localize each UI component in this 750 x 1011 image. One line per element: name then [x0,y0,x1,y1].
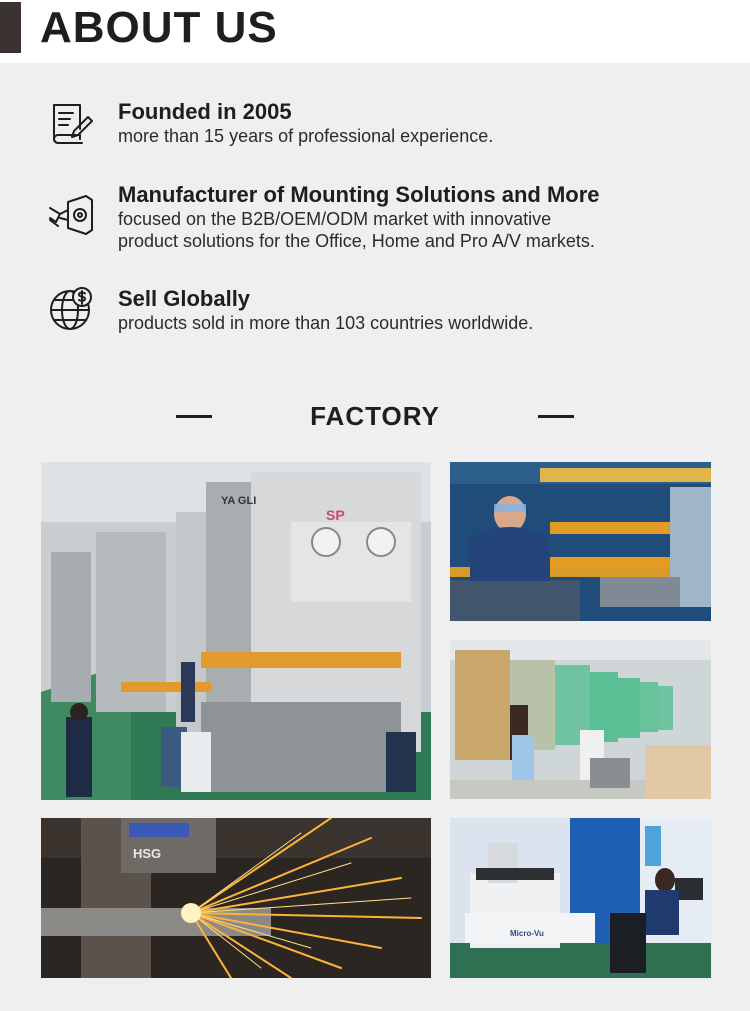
production-line-photo [450,640,711,799]
mount-bracket-icon [46,190,96,240]
laser-brand-text: HSG [133,846,162,861]
press-maker-text: YA GLI [221,495,257,507]
about-desc-global: products sold in more than 103 countries worldwide. [118,313,534,333]
header-accent-bar [0,2,21,53]
page-title: ABOUT US [40,3,278,52]
stamping-press-hall-photo [41,462,431,800]
about-desc-manufacturer-line-1: focused on the B2B/OEM/ODM market with innovative [118,209,552,229]
about-desc-manufacturer-line-2: product solutions for the Office, Home and Pro A/V markets. [118,231,595,251]
about-desc-founded: more than 15 years of professional experience. [118,126,494,146]
factory-heading [0,398,750,434]
press-brand-text: SP [326,507,345,523]
factory-title: FACTORY [310,401,440,431]
laser-cutting-sparks-photo [41,818,431,978]
measuring-brand-text: Micro-Vu [510,929,544,938]
page-header [0,0,750,63]
about-title-global: Sell Globally [118,286,251,311]
factory-dash-right [538,415,574,418]
globe-dollar-icon [46,284,96,334]
worker-at-press-photo [450,462,711,621]
certificate-icon [46,99,96,149]
measuring-machine-photo [450,818,711,978]
about-title-manufacturer: Manufacturer of Mounting Solutions and More [118,182,600,207]
about-title-founded: Founded in 2005 [118,99,292,124]
